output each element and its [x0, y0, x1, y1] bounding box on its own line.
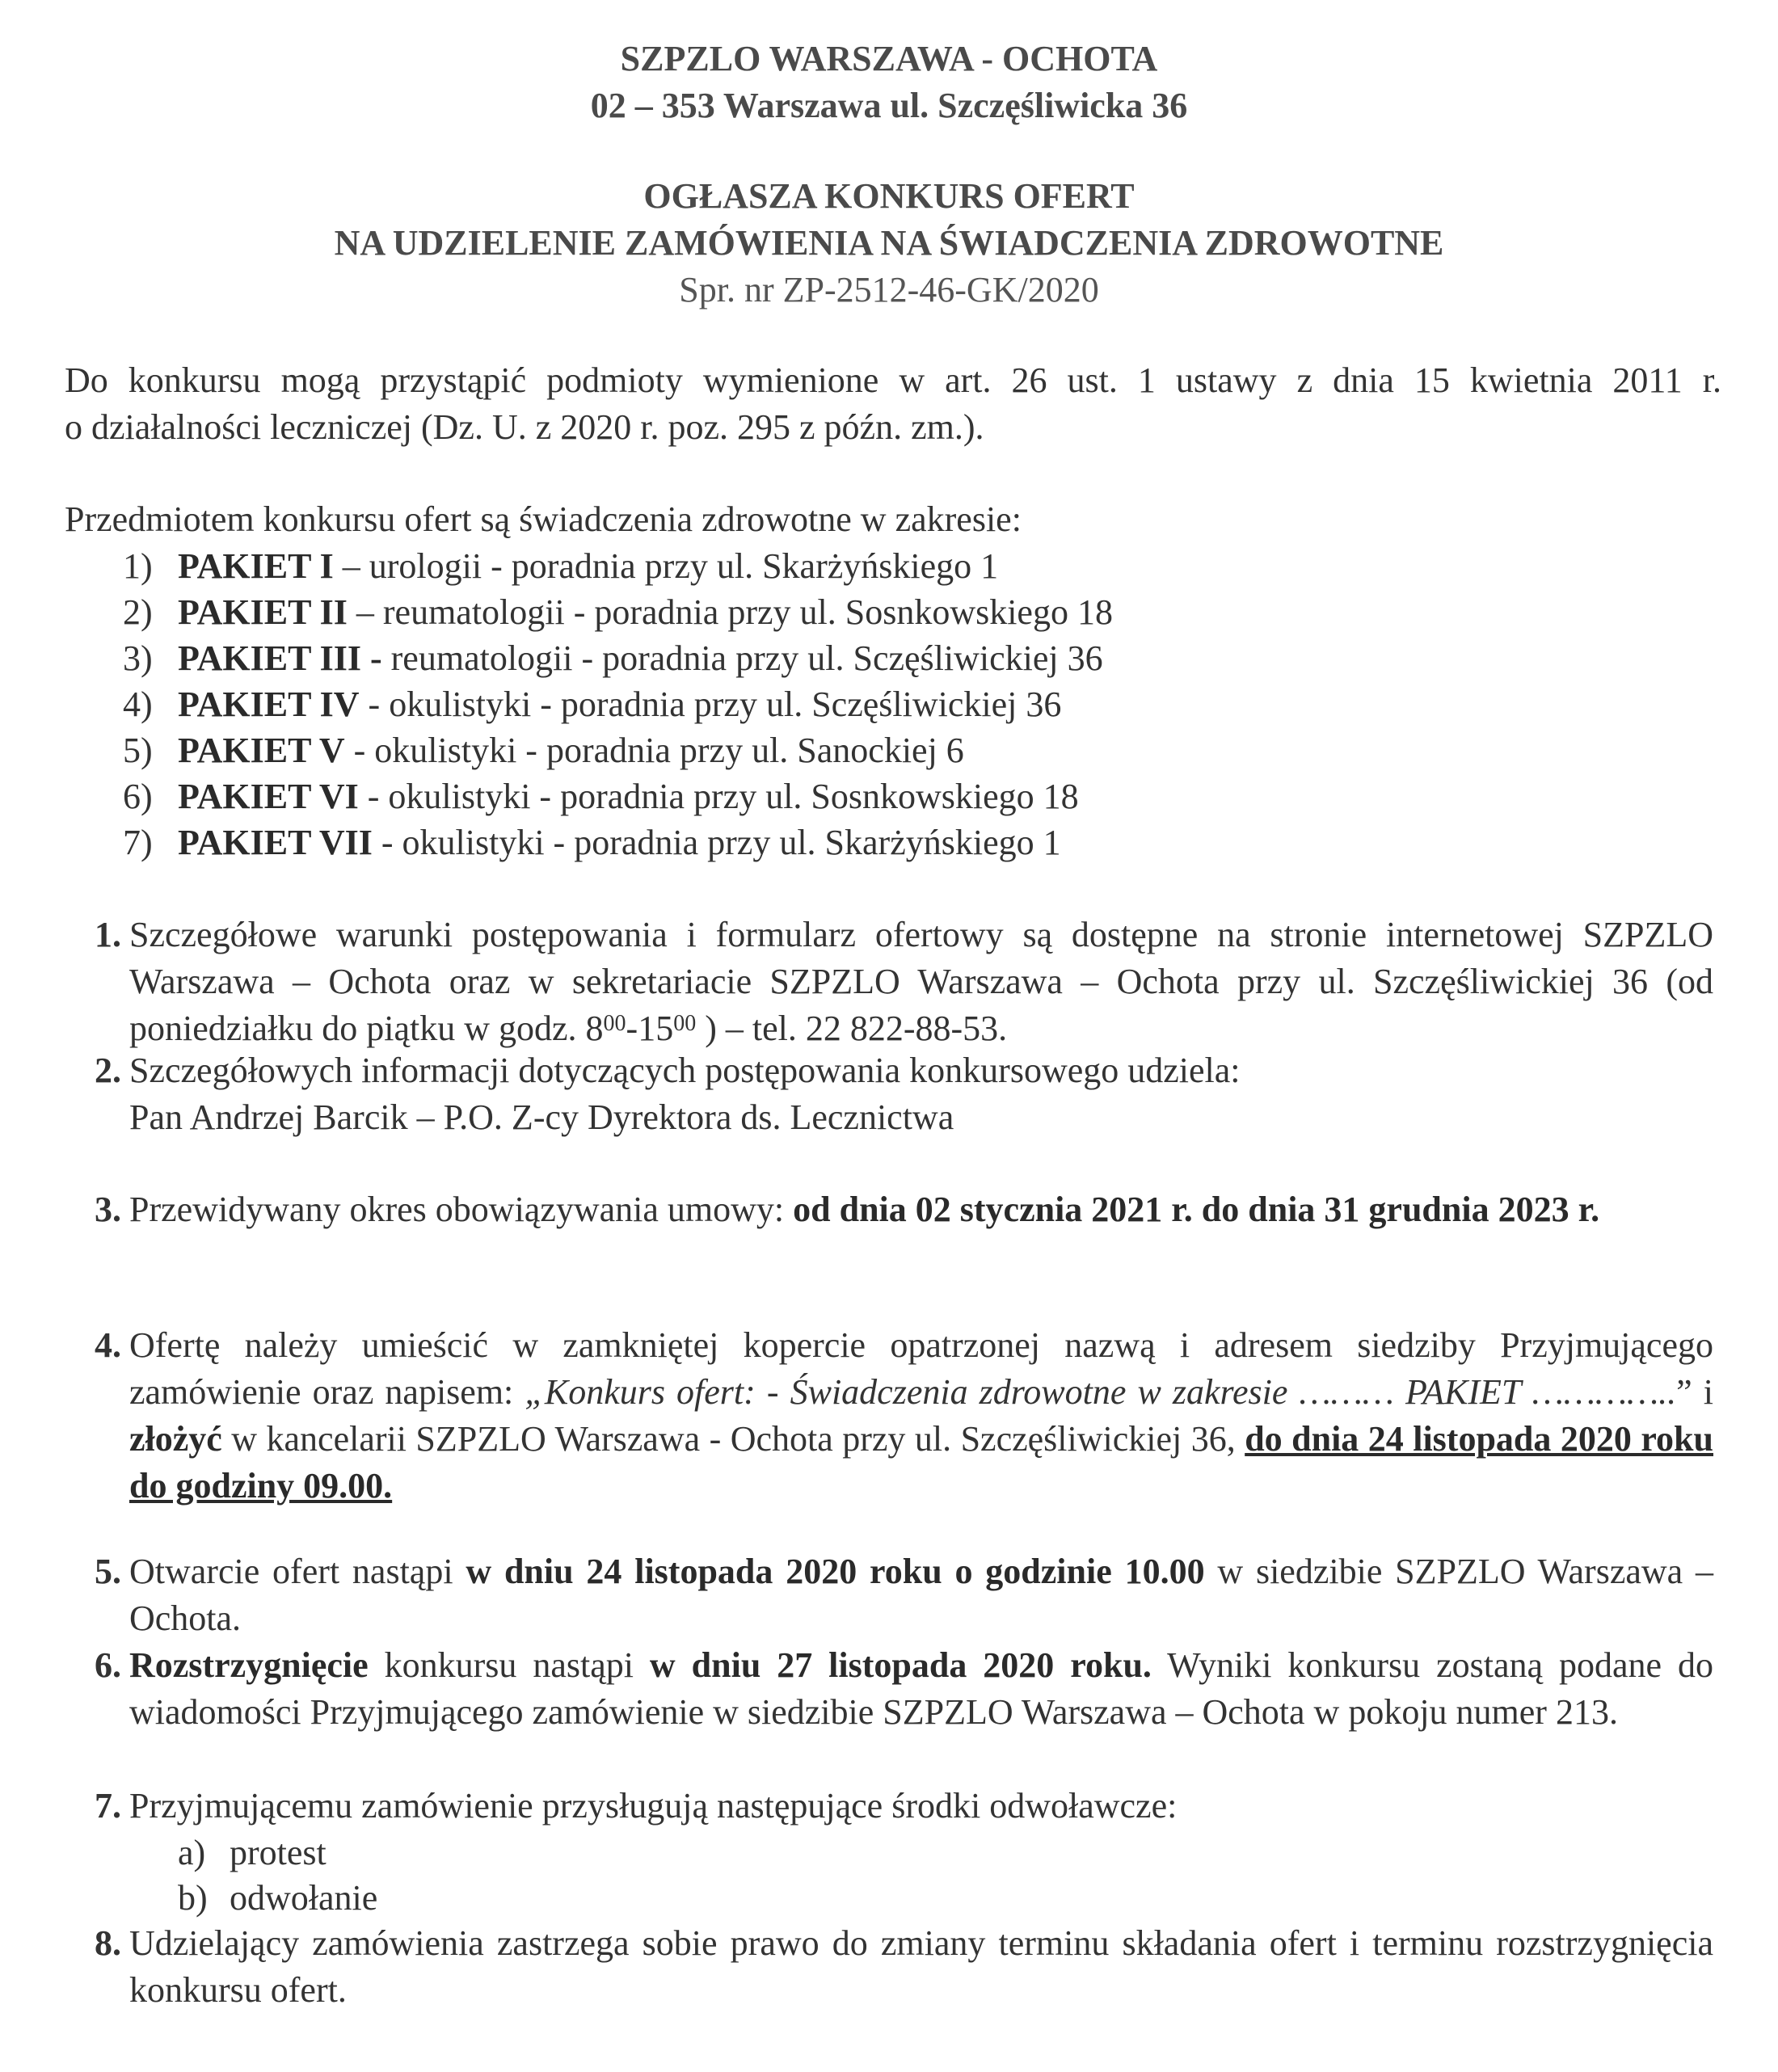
contract-period: od dnia 02 stycznia 2021 r. do dnia 31 grudnia 2023 r. [793, 1190, 1600, 1229]
appeal-options [178, 1830, 1713, 1920]
package-number: 3) [123, 638, 153, 678]
package-number: 7) [123, 823, 153, 862]
option-marker: b) [178, 1878, 208, 1918]
item-text-part: Przewidywany okres obowiązywania umowy: [129, 1190, 794, 1229]
item-number: 8. [95, 1923, 121, 1963]
item-text [129, 1548, 1713, 1642]
item-line: Pan Andrzej Barcik – P.O. Z-cy Dyrektora ds. Lecznictwa [129, 1097, 954, 1137]
item-number: 1. [95, 915, 121, 954]
package-name: PAKIET II [178, 592, 348, 632]
package-description: - okulistyki - poradnia przy ul. Sczęśliwickiej 36 [359, 684, 1062, 724]
item-text-part: w kancelarii SZPZLO Warszawa - Ochota przy ul. Szczęśliwickiej 36, [221, 1419, 1245, 1459]
item-text-part: w siedzibie SZPZLO Warszawa – Ochota. [129, 1552, 1714, 1638]
item-5 [65, 1548, 1713, 1642]
package-item [123, 635, 1497, 681]
item-4 [65, 1322, 1713, 1510]
package-item [123, 727, 1497, 773]
package-name: PAKIET III - [178, 638, 382, 678]
case-number: Spr. nr ZP-2512-46-GK/2020 [679, 270, 1099, 310]
opening-date: w dniu 24 listopada 2020 roku o godzinie 10.00 [466, 1552, 1205, 1591]
item-number: 3. [95, 1190, 121, 1229]
item-line: Szczegółowych informacji dotyczących postępowania konkursowego udziela: [129, 1051, 1241, 1090]
item-emphasis: złożyć [129, 1419, 222, 1459]
item-3 [65, 1186, 1713, 1233]
option-label: odwołanie [230, 1878, 378, 1918]
item-text [129, 912, 1713, 1052]
item-text-part: -15 [626, 1009, 674, 1048]
package-item [123, 543, 1497, 589]
org-name: SZPZLO WARSZAWA - OCHOTA [620, 39, 1158, 78]
announcement-title: OGŁASZA KONKURS OFERT [643, 176, 1135, 216]
package-item [123, 589, 1497, 635]
package-name: PAKIET VII [178, 823, 373, 862]
item-text [129, 1322, 1713, 1510]
list-item [178, 1875, 1713, 1920]
list-item [178, 1830, 1713, 1875]
envelope-label: „Konkurs ofert: - Świadczenia zdrowotne w zakresie ……… PAKIET ………….. [525, 1372, 1677, 1412]
item-text-part: ) – tel. 22 822-88-53. [696, 1009, 1008, 1048]
superscript: 00 [603, 1011, 626, 1036]
intro-paragraph [65, 357, 1721, 451]
package-description: – reumatologii - poradnia przy ul. Sosnkowskiego 18 [347, 592, 1113, 632]
org-address: 02 – 353 Warszawa ul. Szczęśliwicka 36 [590, 86, 1188, 125]
item-text: Udzielający zamówienia zastrzega sobie prawo do zmiany terminu składania ofert i terminu rozstrzygnięcia konkursu ofert. [129, 1923, 1713, 2010]
item-number: 7. [95, 1786, 121, 1826]
item-7 [65, 1783, 1713, 1920]
package-description: - okulistyki - poradnia przy ul. Skarżyńskiego 1 [372, 823, 1061, 862]
package-description: - okulistyki - poradnia przy ul. Sanockiej 6 [344, 731, 964, 770]
package-name: PAKIET V [178, 731, 345, 770]
intro-line-2: o działalności leczniczej (Dz. U. z 2020 r. poz. 295 z późn. zm.). [65, 407, 984, 447]
item-line: Przyjmującemu zamówienie przysługują następujące środki odwoławcze: [129, 1786, 1178, 1826]
option-label: protest [230, 1833, 327, 1872]
item-text [129, 1186, 1713, 1233]
item-text [129, 1047, 1713, 1141]
item-text-part: Otwarcie ofert nastąpi [129, 1552, 466, 1591]
package-item [123, 681, 1497, 727]
package-name: PAKIET IV [178, 684, 360, 724]
item-text-part: konkursu nastąpi [368, 1645, 650, 1685]
package-number: 6) [123, 777, 153, 816]
package-number: 2) [123, 592, 153, 632]
package-item [123, 819, 1497, 865]
item-6 [65, 1642, 1713, 1736]
item-text-part: ” i [1676, 1372, 1713, 1412]
item-number: 4. [95, 1325, 121, 1365]
item-text-part: Wyniki konkursu zostaną podane do wiadomości Przyjmującego zamówienie w siedzibie SZPZLO Warszawa – Ochota w pokoju numer 213. [129, 1645, 1714, 1732]
intro-line-1: Do konkursu mogą przystąpić podmioty wymienione w art. 26 ust. 1 ustawy z dnia 15 kwietnia 2011 r. [65, 360, 1721, 400]
package-description: - okulistyki - poradnia przy ul. Sosnkowskiego 18 [358, 777, 1079, 816]
package-list [123, 543, 1497, 865]
package-item [123, 773, 1497, 819]
package-number: 5) [123, 731, 153, 770]
item-emphasis: Rozstrzygnięcie [129, 1645, 369, 1685]
item-8 [65, 1920, 1713, 2014]
superscript: 00 [673, 1011, 697, 1036]
item-2 [65, 1047, 1713, 1141]
package-name: PAKIET VI [178, 777, 359, 816]
submission-deadline: do dnia 24 listopada 2020 roku do godziny 09.00. [129, 1419, 1713, 1506]
item-text-part: Ofertę należy umieścić w zamkniętej kopercie opatrzonej nazwą i adresem siedziby Przyjmującego zamówienie oraz napisem: [129, 1325, 1713, 1412]
item-text [129, 1783, 1713, 1920]
item-text [129, 1642, 1713, 1736]
item-number: 5. [95, 1552, 121, 1591]
item-number: 2. [95, 1051, 121, 1090]
item-text-part: Szczegółowe warunki postępowania i formularz ofertowy są dostępne na stronie internetowej SZPZLO Warszawa – Ochota oraz w sekretariacie SZPZLO Warszawa – Ochota przy ul. Szczęśliwickiej 36 (od poniedziałku do piątku w godz. 8 [129, 915, 1713, 1048]
package-number: 4) [123, 684, 153, 724]
decision-date: w dniu 27 listopada 2020 roku. [649, 1645, 1152, 1685]
package-number: 1) [123, 546, 153, 586]
package-description: – urologii - poradnia przy ul. Skarżyńskiego 1 [333, 546, 999, 586]
announcement-subtitle: NA UDZIELENIE ZAMÓWIENIA NA ŚWIADCZENIA ZDROWOTNE [334, 223, 1444, 263]
package-description: reumatologii - poradnia przy ul. Sczęśliwickiej 36 [381, 638, 1103, 678]
subject-lead: Przedmiotem konkursu ofert są świadczenia zdrowotne w zakresie: [65, 499, 1022, 539]
package-name: PAKIET I [178, 546, 334, 586]
item-number: 6. [95, 1645, 121, 1685]
item-1 [65, 912, 1713, 1052]
option-marker: a) [178, 1833, 206, 1872]
